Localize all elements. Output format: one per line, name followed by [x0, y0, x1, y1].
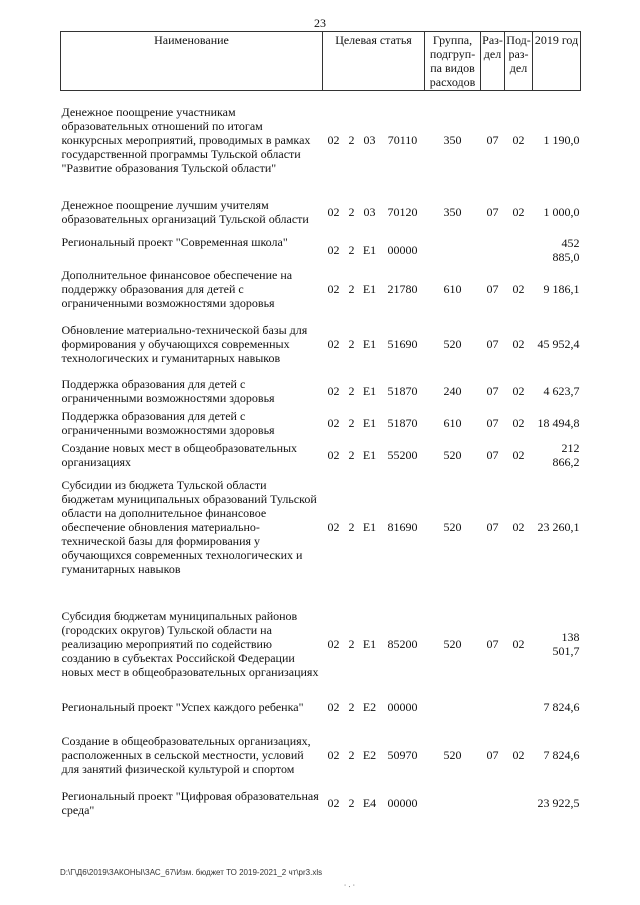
- subsection-code: [505, 691, 533, 723]
- expense-group: 240: [443, 383, 462, 398]
- target-subprogram: 2: [348, 519, 355, 534]
- table-row: [61, 597, 581, 691]
- target-main-event: E1: [362, 242, 377, 257]
- target-program: 02: [327, 636, 340, 651]
- subsection-code: 02: [512, 747, 525, 762]
- target-direction: 51870: [387, 383, 418, 398]
- budget-table: [60, 31, 581, 819]
- target-subprogram: 2: [348, 383, 355, 398]
- section-code: 07: [486, 447, 499, 462]
- target-subprogram: 2: [348, 242, 355, 257]
- target-main-event: E1: [362, 383, 377, 398]
- target-program: 02: [327, 204, 340, 219]
- target-main-event: 03: [363, 204, 376, 219]
- row-name: Создание в общеобразовательных организациях, расположенных в сельской местности, условий для занятий физической культурой и спортом: [61, 733, 311, 776]
- target-subprogram: 2: [348, 204, 355, 219]
- expense-group: 350: [443, 132, 462, 147]
- expense-group: 520: [443, 636, 462, 651]
- target-direction: 51870: [387, 415, 418, 430]
- expense-group: 520: [443, 519, 462, 534]
- target-subprogram: 2: [348, 336, 355, 351]
- expense-group: [425, 691, 481, 723]
- table-row: [61, 723, 581, 787]
- section-code: 07: [486, 636, 499, 651]
- header-section: Раз-дел: [481, 32, 505, 91]
- subsection-code: 02: [512, 383, 525, 398]
- expense-group: 610: [443, 415, 462, 430]
- target-main-event: E1: [362, 281, 377, 296]
- subsection-code: 02: [512, 447, 525, 462]
- target-direction: 51690: [387, 336, 418, 351]
- table-row: [61, 189, 581, 235]
- table-row: [61, 787, 581, 819]
- section-code: 07: [486, 747, 499, 762]
- table-row: [61, 471, 581, 583]
- page-number: 23: [314, 16, 326, 30]
- amount-2019: 23 922,5: [537, 795, 580, 810]
- row-name: Субсидии из бюджета Тульской области бюджетам муниципальных образований Тульской области на дополнительное финансовое обеспечение обновления материально-технической базы для формирования у обучающихся современных технологических и гуманитарных навыков: [61, 477, 317, 576]
- target-program: 02: [327, 336, 340, 351]
- target-program: 02: [327, 132, 340, 147]
- header-year: 2019 год: [533, 32, 581, 91]
- target-main-event: E2: [362, 747, 377, 762]
- amount-2019: 23 260,1: [537, 519, 580, 534]
- target-direction: 00000: [387, 242, 418, 257]
- amount-2019: 4 623,7: [543, 383, 580, 398]
- table-row: [61, 691, 581, 723]
- section-code: [481, 787, 505, 819]
- amount-2019: 45 952,4: [537, 336, 580, 351]
- row-name: Создание новых мест в общеобразовательных организациях: [61, 440, 298, 469]
- scan-artifact-mark: ⸱ ⸳ ⸱: [344, 881, 355, 890]
- table-header-row: [61, 32, 581, 91]
- target-program: 02: [327, 795, 340, 810]
- row-name: Поддержка образования для детей с ограниченными возможностями здоровья: [61, 408, 275, 437]
- expense-group: [425, 235, 481, 265]
- expense-group: [425, 787, 481, 819]
- target-subprogram: 2: [348, 747, 355, 762]
- amount-2019: 138 501,7: [552, 629, 580, 658]
- row-name: Денежное поощрение лучшим учителям образовательных организаций Тульской области: [61, 197, 309, 226]
- target-main-event: 03: [363, 132, 376, 147]
- subsection-code: 02: [512, 336, 525, 351]
- expense-group: 610: [443, 281, 462, 296]
- target-program: 02: [327, 415, 340, 430]
- table-row: [61, 407, 581, 439]
- target-program: 02: [327, 242, 340, 257]
- section-code: 07: [486, 204, 499, 219]
- target-main-event: E1: [362, 519, 377, 534]
- table-row: [61, 375, 581, 407]
- target-program: 02: [327, 747, 340, 762]
- table-row: [61, 439, 581, 471]
- section-code: 07: [486, 383, 499, 398]
- row-name: Обновление материально-технической базы для формирования у обучающихся современных технологических и гуманитарных навыков: [61, 322, 308, 365]
- target-subprogram: 2: [348, 415, 355, 430]
- row-name: Региональный проект "Успех каждого ребенка": [61, 699, 304, 714]
- table-row: [61, 313, 581, 375]
- amount-2019: 212 866,2: [552, 440, 580, 469]
- amount-2019: 1 190,0: [543, 132, 580, 147]
- target-subprogram: 2: [348, 699, 355, 714]
- header-subsection: Под-раз-дел: [505, 32, 533, 91]
- target-program: 02: [327, 281, 340, 296]
- target-main-event: E4: [362, 795, 377, 810]
- expense-group: 350: [443, 204, 462, 219]
- subsection-code: 02: [512, 415, 525, 430]
- spacer-row: [61, 583, 581, 597]
- target-direction: 00000: [387, 795, 418, 810]
- subsection-code: 02: [512, 281, 525, 296]
- target-direction: 70110: [387, 132, 418, 147]
- table-row: [61, 91, 581, 189]
- target-program: 02: [327, 519, 340, 534]
- subsection-code: 02: [512, 204, 525, 219]
- section-code: 07: [486, 281, 499, 296]
- subsection-code: [505, 235, 533, 265]
- subsection-code: 02: [512, 636, 525, 651]
- table-row: [61, 235, 581, 265]
- target-main-event: E1: [362, 447, 377, 462]
- row-name: Субсидия бюджетам муниципальных районов (городских округов) Тульской области на реализацию мероприятий по содействию созданию в субъектах Российской Федерации новых мест в общеобразовательных организациях: [61, 608, 319, 679]
- row-name: Поддержка образования для детей с ограниченными возможностями здоровья: [61, 376, 275, 405]
- section-code: [481, 691, 505, 723]
- target-program: 02: [327, 447, 340, 462]
- target-subprogram: 2: [348, 132, 355, 147]
- target-subprogram: 2: [348, 636, 355, 651]
- amount-2019: 452 885,0: [552, 235, 580, 264]
- target-subprogram: 2: [348, 447, 355, 462]
- subsection-code: 02: [512, 132, 525, 147]
- section-code: 07: [486, 415, 499, 430]
- section-code: [481, 235, 505, 265]
- subsection-code: [505, 787, 533, 819]
- target-main-event: E1: [362, 415, 377, 430]
- amount-2019: 18 494,8: [537, 415, 580, 430]
- table-row: [61, 265, 581, 313]
- expense-group: 520: [443, 747, 462, 762]
- header-target: Целевая статья: [323, 32, 425, 91]
- target-direction: 81690: [387, 519, 418, 534]
- footer-file-path: D:\Г\Д6\2019\ЗАКОНЫ\ЗАС_67\Изм. бюджет ТО 2019-2021_2 чт\pr3.xls: [60, 868, 323, 877]
- section-code: 07: [486, 336, 499, 351]
- row-name: Региональный проект "Современная школа": [61, 234, 288, 249]
- target-direction: 00000: [387, 699, 418, 714]
- target-main-event: E1: [362, 636, 377, 651]
- amount-2019: 7 824,6: [543, 699, 580, 714]
- target-program: 02: [327, 383, 340, 398]
- target-main-event: E1: [362, 336, 377, 351]
- expense-group: 520: [443, 447, 462, 462]
- header-group: Группа, подгруп-па видов расходов: [425, 32, 481, 91]
- section-code: 07: [486, 132, 499, 147]
- expense-group: 520: [443, 336, 462, 351]
- amount-2019: 9 186,1: [543, 281, 580, 296]
- target-subprogram: 2: [348, 795, 355, 810]
- target-main-event: E2: [362, 699, 377, 714]
- row-name: Дополнительное финансовое обеспечение на поддержку образования для детей с ограниченными возможностями здоровья: [61, 267, 293, 310]
- target-subprogram: 2: [348, 281, 355, 296]
- amount-2019: 1 000,0: [543, 204, 580, 219]
- target-direction: 70120: [387, 204, 418, 219]
- target-direction: 21780: [387, 281, 418, 296]
- row-name: Денежное поощрение участникам образовательных отношений по итогам конкурсных мероприятий, проводимых в рамках государственной программы Тульской области "Развитие образования Тульской области": [61, 104, 311, 175]
- amount-2019: 7 824,6: [543, 747, 580, 762]
- row-name: Региональный проект "Цифровая образовательная среда": [61, 788, 319, 817]
- target-direction: 55200: [387, 447, 418, 462]
- target-program: 02: [327, 699, 340, 714]
- header-name: Наименование: [61, 32, 323, 91]
- target-direction: 85200: [387, 636, 418, 651]
- target-direction: 50970: [387, 747, 418, 762]
- subsection-code: 02: [512, 519, 525, 534]
- section-code: 07: [486, 519, 499, 534]
